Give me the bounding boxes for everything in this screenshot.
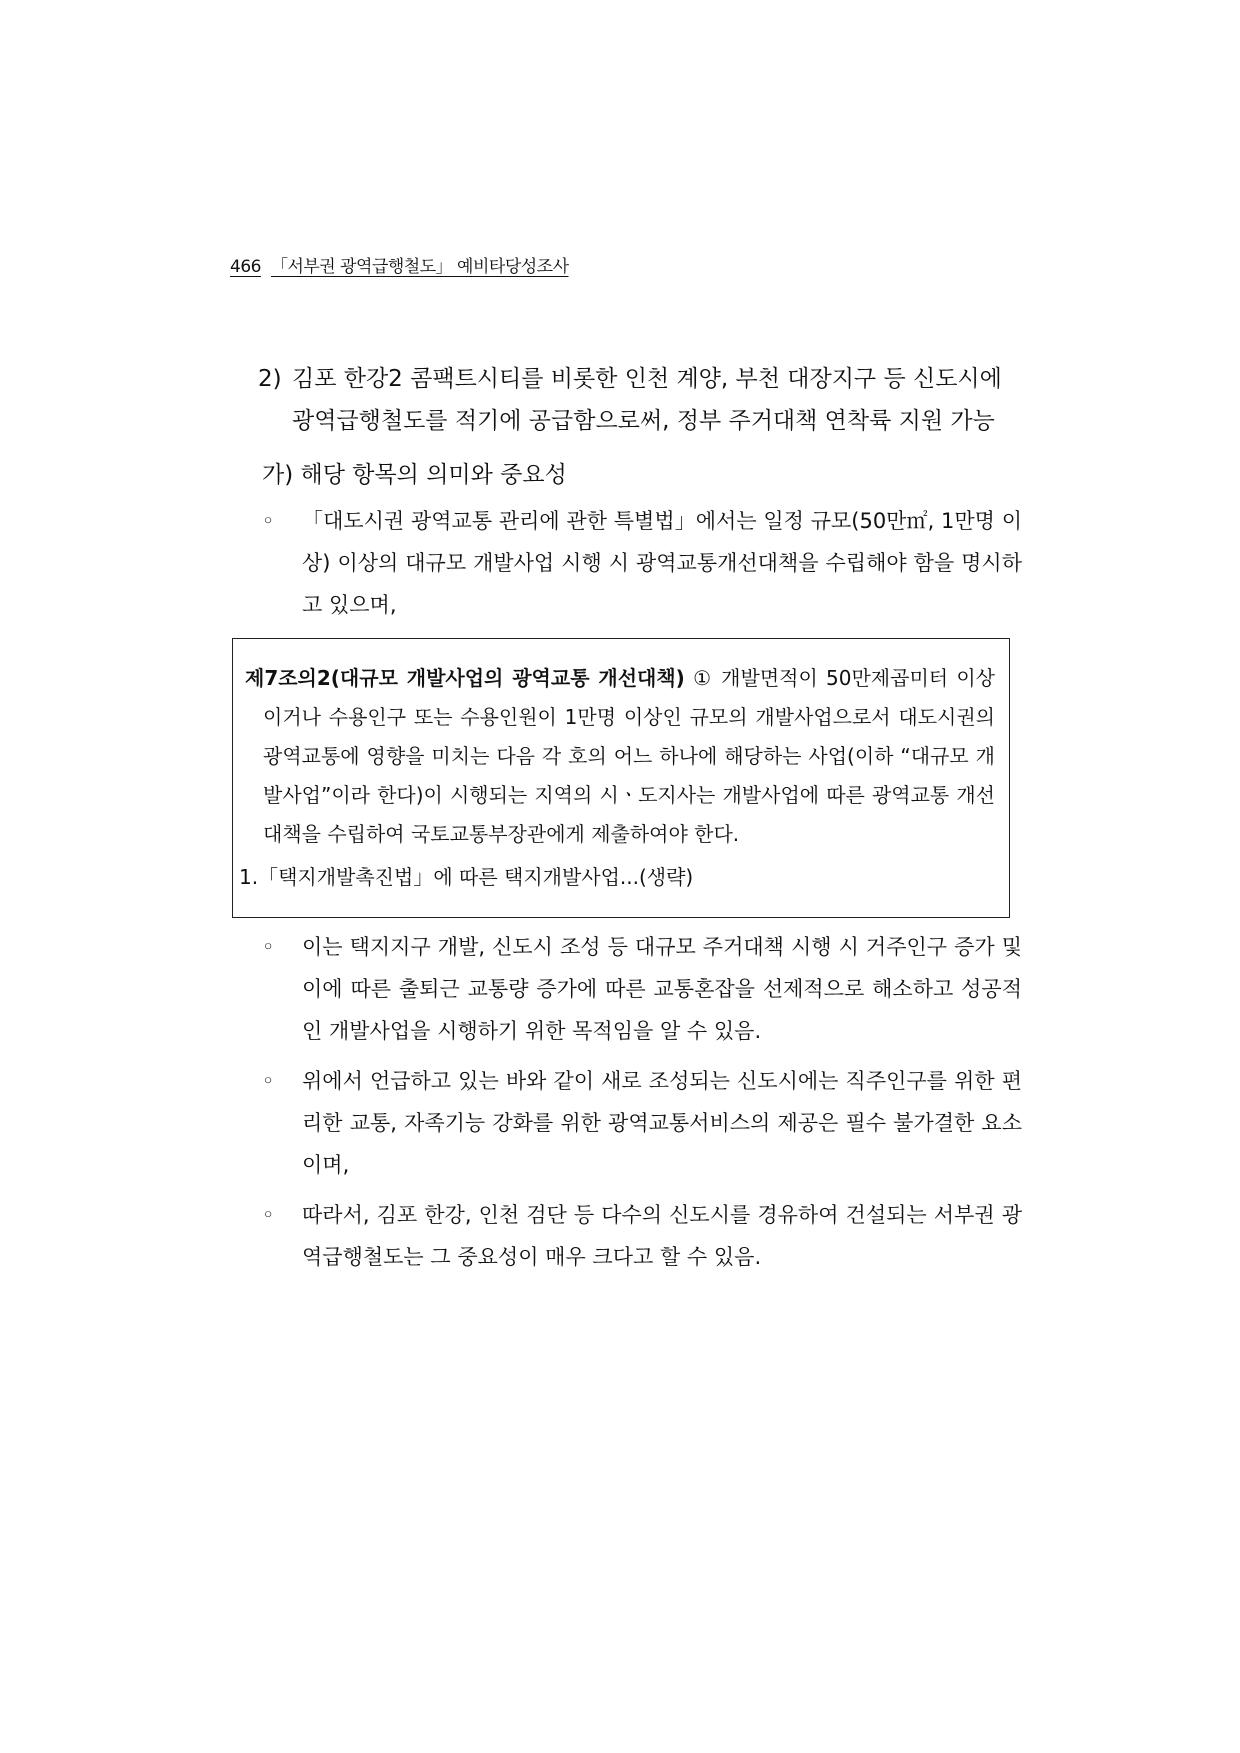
- bullet-mark: ◦: [262, 1069, 275, 1093]
- paragraph-text: 「대도시권 광역교통 관리에 관한 특별법」에서는 일정 규모(50만㎡, 1만명 이상) 이상의 대규모 개발사업 시행 시 광역교통개선대책을 수립해야 함을 명시하고 있으며,: [302, 509, 1022, 617]
- bullet-mark: ◦: [262, 1203, 275, 1227]
- subsection-heading: 가) 해당 항목의 의미와 중요성: [262, 462, 567, 488]
- paragraph-text: 위에서 언급하고 있는 바와 같이 새로 조성되는 신도시에는 직주인구를 위한 편리한 교통, 자족기능 강화를 위한 광역교통서비스의 제공은 필수 불가결한 요소이며,: [302, 1069, 1022, 1177]
- section-title-line-2: 광역급행철도를 적기에 공급함으로써, 정부 주거대책 연착륙 지원 가능: [292, 408, 995, 434]
- paragraph-2: [262, 926, 1022, 1052]
- paragraph-1: [262, 500, 1022, 626]
- law-article: [245, 659, 995, 854]
- section-heading: [258, 358, 1020, 442]
- bullet-mark: ◦: [262, 935, 275, 959]
- bullet-mark: ◦: [262, 509, 275, 533]
- law-item-1: 1.「택지개발촉진법」에 따른 택지개발사업...(생략): [239, 865, 694, 889]
- paragraph-3: [262, 1060, 1022, 1186]
- law-article-text: ① 개발면적이 50만제곱미터 이상이거나 수용인구 또는 수용인원이 1만명 이상인 규모의 개발사업으로서 대도시권의 광역교통에 영향을 미치는 다음 각 호의 어느 하나에 해당하는 사업(이하 “대규모 개발사업”이라 한다)이 시행되는 지역의 시ㆍ도지사는 개발사업에 따른 광역교통 개선대책을 수립하여 국토교통부장관에게 제출하여야 한다.: [263, 666, 995, 846]
- paragraph-text: 이는 택지지구 개발, 신도시 조성 등 대규모 주거대책 시행 시 거주인구 증가 및 이에 따른 출퇴근 교통량 증가에 따른 교통혼잡을 선제적으로 해소하고 성공적인 개발사업을 시행하기 위한 목적임을 알 수 있음.: [302, 935, 1022, 1043]
- section-number: 2): [258, 366, 282, 392]
- paragraph-4: [262, 1194, 1022, 1278]
- section-title-line-1: 김포 한강2 콤팩트시티를 비롯한 인천 계양, 부천 대장지구 등 신도시에: [292, 366, 1002, 392]
- report-title: 「서부권 광역급행철도」 예비타당성조사: [270, 257, 569, 277]
- page-number: 466: [230, 257, 261, 277]
- law-article-title: 제7조의2(대규모 개발사업의 광역교통 개선대책): [245, 666, 685, 690]
- law-excerpt-box: [232, 638, 1010, 918]
- paragraph-text: 따라서, 김포 한강, 인천 검단 등 다수의 신도시를 경유하여 건설되는 서부권 광역급행철도는 그 중요성이 매우 크다고 할 수 있음.: [302, 1203, 1022, 1269]
- page-header: [230, 252, 569, 277]
